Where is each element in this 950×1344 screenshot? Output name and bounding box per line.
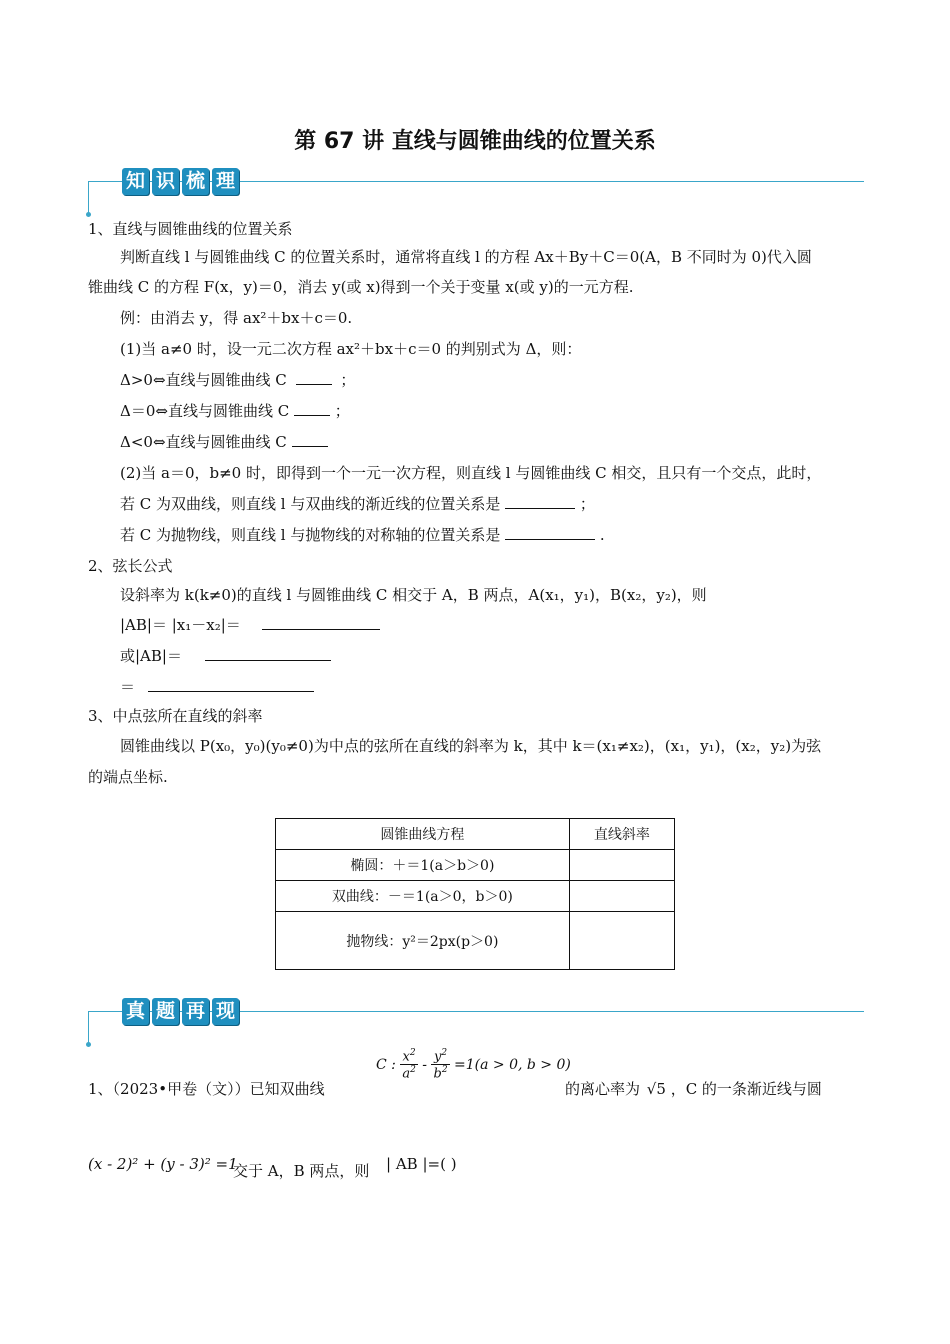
table-cell: 椭圆：＋＝1(a＞b＞0) (276, 850, 570, 881)
para-4-end: ； (340, 371, 356, 389)
banner-badge (116, 166, 245, 196)
para-8 (120, 493, 595, 514)
answer-blank[interactable] (292, 432, 328, 447)
table-cell (569, 912, 674, 970)
eq-rest: =1(a > 0, b > 0) (454, 1056, 571, 1073)
banner-dot (86, 1042, 91, 1047)
para-13-text: ＝ (120, 678, 136, 696)
banner-char: 梳 (182, 168, 209, 195)
banner-char: 真 (122, 998, 149, 1025)
para-3: (1)当 a≠0 时，设一元二次方程 ax²＋bx＋c＝0 的判别式为 Δ，则： (120, 340, 582, 358)
para-6 (120, 431, 328, 452)
table-row (276, 881, 675, 912)
section-banner-knowledge (88, 166, 864, 200)
para-9 (120, 524, 605, 545)
table-cell (569, 881, 674, 912)
para-8-end: ； (579, 495, 595, 513)
table-cell (569, 850, 674, 881)
banner-char: 现 (212, 998, 239, 1025)
table-row (276, 850, 675, 881)
circle-equation: (x - 2)² + (y - 3)² =1 (88, 1155, 238, 1173)
heading-3: 3、中点弦所在直线的斜率 (88, 707, 263, 725)
para-12 (120, 645, 331, 666)
para-10: 设斜率为 k(k≠0)的直线 l 与圆锥曲线 C 相交于 A，B 两点，A(x₁，y₁)，B(x₂，y₂)，则 (120, 586, 707, 604)
para-1b: 锥曲线 C 的方程 F(x，y)＝0，消去 y(或 x)得到一个关于变量 x(或 y)的一元方程. (88, 278, 634, 296)
para-13 (120, 676, 314, 697)
para-5-text: Δ＝0⇔直线与圆锥曲线 C (120, 402, 290, 420)
para-12-text: 或|AB|＝ (120, 647, 182, 665)
banner-char: 题 (152, 998, 179, 1025)
tail-text: ，C 的一条渐近线与圆 (670, 1080, 822, 1098)
para-9-text: 若 C 为抛物线，则直线 l 与抛物线的对称轴的位置关系是 (120, 526, 501, 544)
para-8-text: 若 C 为双曲线，则直线 l 与双曲线的渐近线的位置关系是 (120, 495, 501, 513)
para-2: 例：由消去 y，得 ax²＋bx＋c＝0. (120, 309, 353, 327)
banner-vline (88, 181, 89, 215)
eq-lhs: C : (376, 1056, 396, 1073)
answer-blank[interactable] (148, 677, 314, 692)
page-title: 第 67 讲 直线与圆锥曲线的位置关系 (294, 129, 656, 154)
slope-table (275, 818, 675, 970)
table-header-row (276, 819, 675, 850)
para-4 (120, 369, 355, 390)
para-5-end: ； (334, 402, 350, 420)
table-header: 圆锥曲线方程 (276, 819, 570, 850)
answer-blank[interactable] (296, 370, 332, 385)
mid-text: 的离心率为 (565, 1080, 641, 1098)
question-1-prefix: 1、（2023•甲卷（文））已知双曲线 (88, 1080, 325, 1098)
banner-char: 理 (212, 168, 239, 195)
banner-vline (88, 1011, 89, 1045)
answer-blank[interactable] (505, 494, 575, 509)
banner-char: 识 (152, 168, 179, 195)
para-11-text: |AB|＝ |x₁－x₂|＝ (120, 616, 241, 634)
banner-badge (116, 996, 245, 1026)
para-1a: 判断直线 l 与圆锥曲线 C 的位置关系时，通常将直线 l 的方程 Ax＋By＋C＝0(A，B 不同时为 0)代入圆 (120, 248, 812, 266)
answer-blank[interactable] (205, 646, 331, 661)
banner-dot (86, 212, 91, 217)
heading-1: 1、直线与圆锥曲线的位置关系 (88, 220, 293, 238)
para-15: 的端点坐标. (88, 768, 168, 786)
para-7: (2)当 a＝0，b≠0 时，即得到一个一元一次方程，则直线 l 与圆锥曲线 C 相交，且只有一个交点，此时， (120, 464, 822, 482)
banner-char: 再 (182, 998, 209, 1025)
question-1-equation: C : $\frac{x^2}{a^2}$ - $\frac{y^2}{b^2}$ =1(a > 0, b > 0) (376, 1048, 571, 1082)
table-cell: 双曲线：－＝1(a＞0，b＞0) (276, 881, 570, 912)
sqrt-5: √5 (646, 1080, 666, 1098)
fraction-x2-a2: $\frac{x^2}{a^2}$ (402, 1048, 416, 1082)
answer-blank[interactable] (294, 401, 330, 416)
banner-char: 知 (122, 168, 149, 195)
table-cell: 抛物线：y²＝2px(p＞0) (276, 912, 570, 970)
answer-blank[interactable] (262, 615, 380, 630)
para-4-text: Δ>0⇔直线与圆锥曲线 C (120, 371, 287, 389)
question-1-line2: 交于 A，B 两点，则 (233, 1162, 370, 1180)
answer-blank[interactable] (505, 525, 595, 540)
heading-2: 2、弦长公式 (88, 557, 173, 575)
ab-answer: | AB |=( ) (386, 1155, 457, 1173)
question-1-mid (565, 1078, 822, 1099)
para-14: 圆锥曲线以 P(x₀，y₀)(y₀≠0)为中点的弦所在直线的斜率为 k，其中 k＝(x₁≠x₂)，(x₁，y₁)，(x₂，y₂)为弦 (120, 737, 822, 755)
para-6-text: Δ<0⇔直线与圆锥曲线 C (120, 433, 287, 451)
para-5 (120, 400, 350, 421)
para-9-end: . (599, 526, 605, 544)
section-banner-exam (88, 996, 864, 1030)
para-11 (120, 614, 380, 635)
fraction-y2-b2: $\frac{y^2}{b^2}$ (433, 1048, 448, 1082)
table-row (276, 912, 675, 970)
table-header: 直线斜率 (569, 819, 674, 850)
